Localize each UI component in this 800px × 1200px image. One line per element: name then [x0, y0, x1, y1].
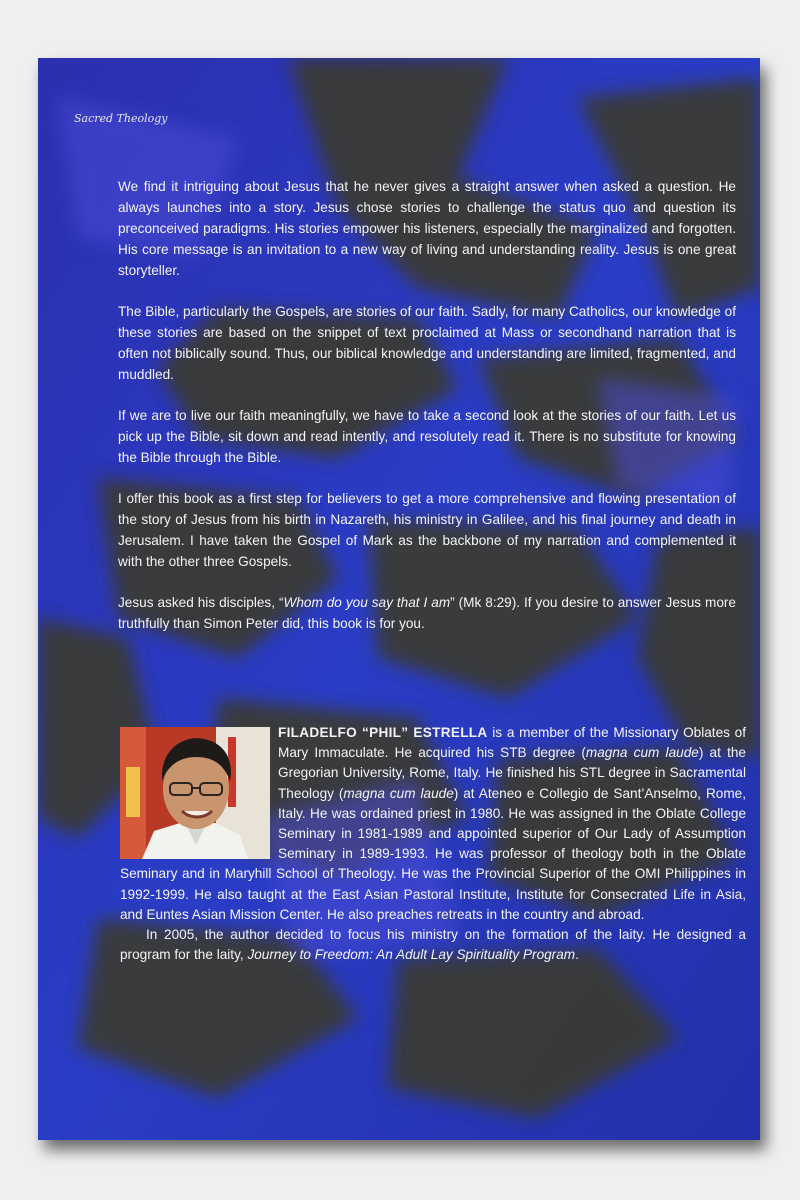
- blurb-paragraph: We find it intriguing about Jesus that he never gives a straight answer when asked a question. He always launches into a story. Jesus chose stories to challenge the status quo and question its preconceived paradigms. His stories empower his listeners, especially the marginalized and forgotten. His core message is an invitation to a new way of living and understanding reality. Jesus is one great storyteller.: [118, 179, 736, 278]
- blurb-paragraph: If we are to live our faith meaningfully, we have to take a second look at the stories of our faith. Let us pick up the Bible, sit down and read intently, and resolutely read it. There is no substitute for knowing the Bible through the Bible.: [118, 408, 736, 465]
- author-bio: [120, 723, 746, 965]
- author-bio-paragraph: FILADELFO “PHIL” ESTRELLA is a member of the Missionary Oblates of Mary Immaculate. He acquired his STB degree (magna cum laude) at the Gregorian University, Rome, Italy. He finished his STL degree in Sacramental Theology (magna cum laude) at Ateneo e Collegio de Sant’Anselmo, Rome, Italy. He was ordained priest in 1980. He was assigned in the Oblate College Seminary in 1981-1989 and appointed superior of Our Lady of Assumption Seminary in 1989-1993. He was professor of theology both in the Oblate Seminary and in Maryhill School of Theology. He was the Provincial Superior of the OMI Philippines in 1992-1999. He also taught at the East Asian Pastoral Institute, Institute for Consecrated Life in Asia, and Euntes Asian Mission Center. He also preaches retreats in the country and abroad.: [120, 725, 747, 922]
- blurb-paragraph: I offer this book as a first step for believers to get a more comprehensive and flowing presentation of the story of Jesus from his birth in Nazareth, his ministry in Galilee, and his final journey and death in Jerusalem. I have taken the Gospel of Mark as the backbone of my narration and complemented it with the other three Gospels.: [118, 491, 736, 569]
- series-label: Sacred Theology: [74, 112, 168, 125]
- author-bio-paragraph: In 2005, the author decided to focus his ministry on the formation of the laity. He designed a program for the laity, Journey to Freedom: An Adult Lay Spirituality Program.: [120, 927, 746, 963]
- author-name: FILADELFO “PHIL” ESTRELLA: [278, 725, 488, 740]
- blurb-paragraph: The Bible, particularly the Gospels, are stories of our faith. Sadly, for many Catholics, our knowledge of these stories are based on the snippet of text proclaimed at Mass or secondhand narration that is often not biblically sound. Thus, our biblical knowledge and understanding are limited, fragmented, and muddled.: [118, 304, 736, 382]
- book-back-cover: [38, 58, 760, 1140]
- photo-spacer: [120, 723, 270, 861]
- program-title: Journey to Freedom: An Adult Lay Spirituality Program: [247, 947, 576, 963]
- blurb-text: [118, 176, 736, 654]
- blurb-paragraph: Jesus asked his disciples, “Whom do you say that I am” (Mk 8:29). If you desire to answer Jesus more truthfully than Simon Peter did, this book is for you.: [118, 595, 736, 631]
